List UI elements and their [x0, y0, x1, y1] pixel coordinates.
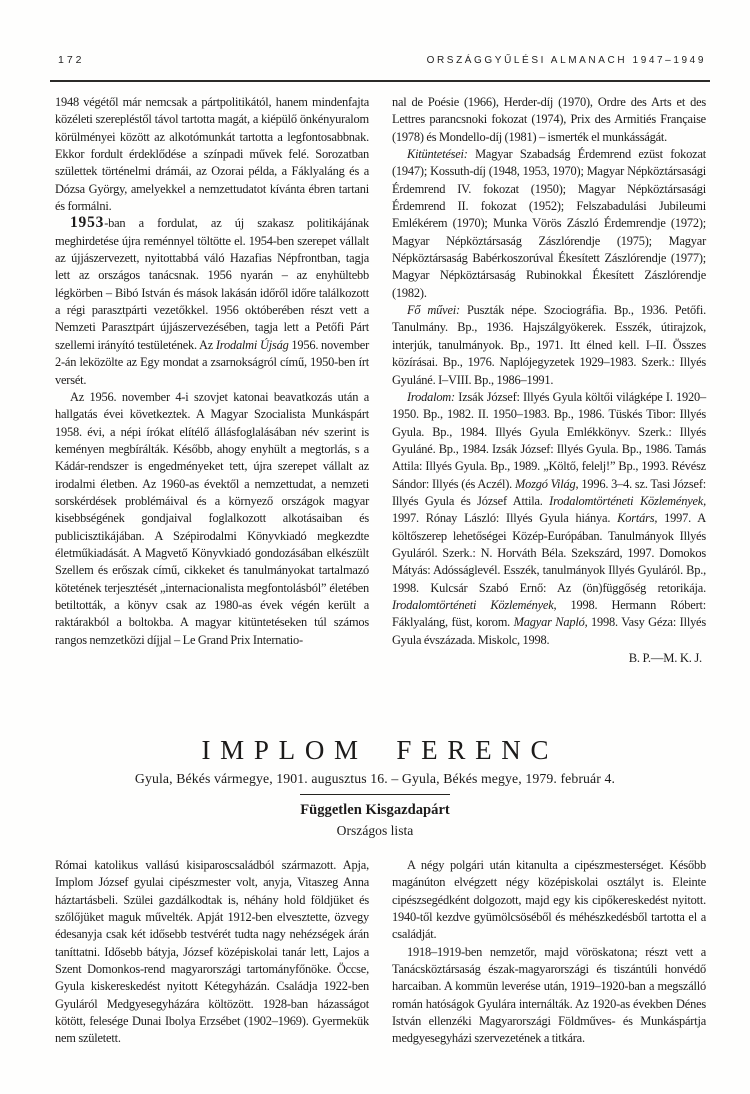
paragraph: A négy polgári után kitanulta a cipészmesterséget. Később magánúton elvégzett négy középiskolai osztályt is. Eleinte cipészsegédként dolgozott, majd egy kis cipőkereskedést nyitott. 1940-től kezdve gyümölcsöséből és méhészkedésből tartotta el a családját. [392, 858, 706, 942]
paragraph: 1948 végétől már nemcsak a pártpolitikától, hanem mindenfajta közéleti szerepléstől távol tartotta magát, a kiépülő önkényuralom körülményei között az alkotómunkát tartotta a legfontosabbnak. Ekkor fordult érdeklődése a színpadi művek felé. Sorozatban születtek történelmi drámái, az Ozorai példa, a Fáklyaláng és a Dózsa György, amelyekkel a nemzettudatot kívánta ébren tartani és formálni. [55, 95, 369, 214]
left-column [55, 94, 369, 667]
literature-paragraph: Irodalom: Izsák József: Illyés Gyula költői világképe I. 1920–1950. Bp., 1982. II. 1950–1983. Bp., 1986. Tüskés Tibor: Illyés Gyula. Bp., 1984. Illyés Gyula Emlékkönyv. Szerk.: Illyés Gyuláné. Bp., 1984. Izsák József: Illyés Gyula. Bp., 1986. Tamás Attila: Illyés Gyula. Bp., 1989. „Költő, felelj!” Bp., 1993. Révész Sándor: Illyés (és Aczél). Mozgó Világ, 1996. 3–4. sz. Tasi József: Illyés Gyula és József Attila. Irodalomtörténeti Közlemények, 1997. Rónay László: Illyés Gyula hiánya. Kortárs, 1997. A költőszerep lehetőségei Közép-Európában. Tanulmányok Illyés Gyuláról. Szerk.: N. Horváth Béla. Szekszárd, 1997. Domokos Mátyás: Adósságlevél. Esszék, tanulmányok Illyés Gyuláról. Bp., 1998. Kulcsár Szabó Ernő: Az (ön)függőség retorikája. Irodalomtörténeti Közlemények, 1998. Hermann Róbert: Fáklyaláng, füst, korom. Magyar Napló, 1998. Vasy Géza: Illyés Gyula évszázada. Miskolc, 1998. [392, 389, 707, 647]
implom-entry-heading [0, 735, 750, 839]
party-name: Független Kisgazdapárt [300, 802, 450, 818]
heading-divider [300, 794, 450, 795]
paragraph: nal de Poésie (1966), Herder-díj (1970), Ordre des Arts et des Lettres parancsnoki fokozat (1974), Prix des Armitiés Française (1978) és Mondello-díj (1981) – ismerték el munkásságát. [392, 95, 706, 144]
header-divider [50, 80, 710, 82]
paragraph: Római katolikus vallású kisiparoscsaládból származott. Apja, Implom József gyulai cipészmester volt, anyja, Vitaszeg Anna háztartásbeli. Szülei gazdálkodtak is, néhány hold földjüket és szőlőjüket maguk művelték. Apját 1912-ben elvesztette, özvegy édesanyja csak két idősebb testvérét tudta nagy nehézségek árán taníttatni. Idősebb bátyja, József középiskolai tanár lett, Lajos a Szent Domonkos-rend magyarországi tartományfőnöke. Öccse, Gyula kiskereskedést nyitott Kétegyházán. Családja 1922-ben Gyuláról Medgyesegyházára költözött. 1928-ban házasságot kötött, felesége Dunai Ibolya Erzsébet (1902–1969). Gyermekük nem született. [55, 858, 369, 1046]
paragraph: 1918–1919-ben nemzetőr, majd vöröskatona; részt vett a Tanácsköztársaság észak-magyarországi és tiszántúli honvédő harcaiban. A kommün leverése után, 1919–1920-ban a megszálló román hatóságok Gyulára internálták. Az 1920-as években Dénes István ellenzéki Magyarországi Földműves- és Munkáspártja medgyesegyházi szervezetének a titkára. [392, 944, 706, 1046]
right-column [392, 857, 706, 1048]
right-column [392, 94, 706, 667]
paragraph: Az 1956. november 4-i szovjet katonai beavatkozás után a hallgatás évei következtek. A Magyar Szocialista Munkáspárt 1958. évi, a népi írókat elítélő állásfoglalásában név szerint is keményen megbírálták. Később, ahogy enyhült a megtorlás, s a Kádár-rendszer is engedményeket tett, újra szerepet vállalt az irodalmi életben. Az 1960-as évektől a nemzettudat, a nemzeti sorskérdések problémáival és a környező országok magyar kisebbségének gondjaival foglalkozott alkotásaiban és publicisztikájában. A Szépirodalmi Könyvkiadó megkezdte életműkiadását. A Magvető Könyvkiadó gondozásában elkészült Szellem és erőszak című, cikkeket és tanulmányokat tartalmazó kötetének terjesztését „internacionalista megfontolásból” életében betiltották, a könyv csak az 1980-as évek végén került a raktárakból a boltokba. A magyar kitüntetéseken túl számos rangos nemzetközi díjjal – Le Grand Prix Internatio- [55, 389, 369, 647]
awards-paragraph: Kitüntetései: Magyar Szabadság Érdemrend ezüst fokozat (1947); Kossuth-díj (1948, 1953, 1970); Magyar Népköztársasági Érdemrend IV. fokozat (1950); Magyar Népköztársasági Érdemrend II. fokozat (1952); Felszabadulási Jubileumi Emlékérem (1970); Munka Vörös Zászló Érdemrendje (1972); Magyar Népköztársaság Zászlórendje (1975); Magyar Népköztársaság Babérkoszorúval Ékesített Zászlórendje (1977); Magyar Népköztársaság Rubinokkal Ékesített Zászlórendje (1982). [392, 147, 706, 300]
entry-title: IMPLOM FERENC [201, 735, 559, 765]
author-initials: B. P.—M. K. J. [628, 651, 702, 665]
birth-death-line: Gyula, Békés vármegye, 1901. augusztus 16. – Gyula, Békés megye, 1979. február 4. [134, 771, 616, 786]
running-title: ORSZÁGGYŰLÉSI ALMANACH 1947–1949 [426, 55, 706, 66]
page-header [58, 54, 706, 66]
implom-entry-body [55, 857, 706, 1048]
page-number: 172 [58, 54, 85, 66]
paragraph: 1953-ban a fordulat, az új szakasz politikájának meghirdetése újra reménnyel töltötte el. 1954-ben szerepet vállalt az újjászervezett, nyitottabbá váló Hazafias Népfrontban, tagja lett az országos tanácsnak. 1956 nyarán – az enyhültebb légkörben – Bibó István és mások lakásán időről időre találkozott a régi parasztpárti vezetőkkel. 1956 októberében részt vett a Nemzeti Parasztpárt újjászervezésében, tagja lett a Petőfi Párt szellemi irányító testületének. Az Irodalmi Újság 1956. november 2-án leközölte az Egy mondat a zsarnokságról című, 1950-ben írt versét. [55, 214, 369, 387]
major-works-paragraph: Fő művei: Puszták népe. Szociográfia. Bp., 1936. Petőfi. Tanulmány. Bp., 1936. Hajszálgyökerek. Esszék, útirajzok, interjúk, tanulmányok. Bp., 1971. Itt élned kell. I–II. Összes közírásai. Bp., 1976. Naplójegyzetek 1929–1983. Szerk.: Illyés Gyuláné. I–VIII. Bp., 1986–1991. [392, 303, 707, 387]
left-column [55, 857, 369, 1048]
mandate-type: Országos lista [336, 823, 414, 838]
illyes-entry-continuation [55, 94, 706, 667]
